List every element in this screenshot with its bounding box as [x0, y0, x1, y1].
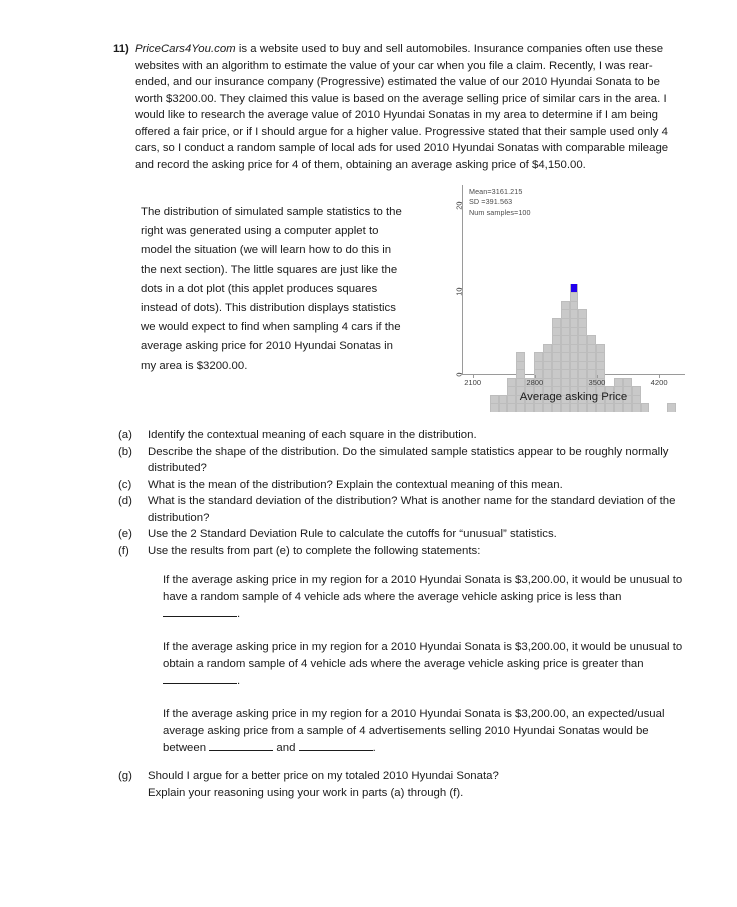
histogram-square: [579, 344, 586, 353]
question-part: [118, 493, 685, 526]
x-tick-label: 3500: [588, 378, 606, 387]
histogram-square: [544, 352, 551, 361]
question-part-g: [118, 768, 685, 801]
histogram-square: [517, 403, 524, 412]
answer-blank[interactable]: [163, 605, 237, 617]
histogram-square: [571, 284, 578, 293]
applet-description: The distribution of simulated sample statistics to the right was generated using a computer applet to model the situation (we will learn how to do this in the next section). The little squares are just like the dots in a dot plot (this applet produces squares instead of dots). This distribution displays statistics we would expect to find when sampling 4 cars if the average asking price for 2010 Hyundai Sonatas in my area is $3200.00.: [141, 206, 402, 372]
part-letter: (f): [118, 544, 129, 557]
problem-statement: [113, 41, 685, 173]
histogram-square: [597, 361, 604, 370]
histogram-square: [668, 403, 675, 412]
question-part: [118, 477, 685, 494]
answer-blank[interactable]: [209, 739, 273, 751]
statement-two: [163, 639, 683, 690]
histogram-square: [508, 403, 515, 412]
histogram-square: [588, 335, 595, 344]
histogram-square: [579, 318, 586, 327]
histogram-square: [553, 344, 560, 353]
histogram-square: [597, 344, 604, 353]
histogram-square: [562, 361, 569, 370]
histogram-square: [571, 292, 578, 301]
histogram-square: [562, 344, 569, 353]
question-part: [118, 526, 685, 543]
question-part: [118, 444, 685, 477]
statement-two-text: If the average asking price in my region for a 2010 Hyundai Sonata is $3,200.00, it would be unusual to obtain a random sample of 4 vehicle ads where the average vehicle asking price is greater than: [163, 641, 683, 670]
histogram-square: [571, 344, 578, 353]
statement-one-end: .: [237, 608, 241, 621]
part-letter: (b): [118, 445, 132, 458]
histogram-square: [535, 361, 542, 370]
question-parts: [118, 427, 685, 559]
part-text: Use the 2 Standard Deviation Rule to calculate the cutoffs for “unusual” statistics.: [148, 528, 557, 541]
histogram-square: [579, 335, 586, 344]
histogram-square: [562, 403, 569, 412]
histogram-square: [553, 335, 560, 344]
part-letter: (c): [118, 478, 132, 491]
histogram-square: [579, 309, 586, 318]
histogram-square: [597, 352, 604, 361]
y-tick-label: 10: [454, 287, 464, 296]
x-tick-label: 4200: [650, 378, 668, 387]
statement-one-text: If the average asking price in my region for a 2010 Hyundai Sonata is $3,200.00, it would be unusual to have a random sample of 4 vehicle ads where the average vehicle asking price is less than: [163, 574, 683, 603]
x-axis: [462, 375, 685, 391]
statement-two-end: .: [237, 675, 241, 688]
simulation-applet: [431, 185, 685, 413]
site-name: PriceCars4You.com: [135, 43, 236, 55]
part-text: Describe the shape of the distribution. Do the simulated sample statistics appear to be roughly normally distributed?: [148, 445, 669, 475]
histogram-square: [562, 352, 569, 361]
histogram-square: [553, 352, 560, 361]
statement-three: [163, 706, 683, 757]
problem-intro-text: is a website used to buy and sell automobiles. Insurance companies often use these websites with an algorithm to estimate the value of your car when you file a claim. Recently, I was rear-ended, and our insurance company (Progressive) estimated the value of our 2010 Hyundai Sonata to be worth $3200.00. They claimed this value is based on the average selling price of similar cars in the area. I would like to research the average value of 2010 Hyundai Sonatas in my area to determine if I am being offered a fair price, or if I should argue for a higher value. Progressive stated that their sample used only 4 cars, so I conduct a random sample of local ads for used 2010 Hyundai Sonatas with comparable mileage and record the asking price for 4 of them, obtaining an average asking price of $4,150.00.: [135, 43, 669, 171]
statement-three-text: If the average asking price in my region for a 2010 Hyundai Sonata is $3,200.00, an expected/usual average asking price from a sample of 4 advertisements selling 2010 Hyundai Sonatas would be between: [163, 708, 665, 755]
part-letter: (d): [118, 495, 132, 508]
answer-blank[interactable]: [299, 739, 373, 751]
question-part: [118, 427, 685, 444]
histogram-square: [562, 301, 569, 310]
histogram-square: [588, 344, 595, 353]
histogram-square: [624, 403, 631, 412]
histogram-square: [588, 352, 595, 361]
part-text: What is the mean of the distribution? Explain the contextual meaning of this mean.: [148, 478, 563, 491]
x-axis-title: Average asking Price: [519, 391, 628, 403]
histogram-square: [535, 352, 542, 361]
histogram-square: [571, 352, 578, 361]
part-letter: (a): [118, 429, 132, 441]
problem-number: 11): [113, 43, 129, 55]
problem-body: [135, 41, 685, 173]
y-tick-label: 0: [454, 372, 464, 377]
histogram-square: [606, 403, 613, 412]
histogram-square: [544, 361, 551, 370]
x-tick-label: 2800: [526, 378, 544, 387]
histogram-square: [571, 309, 578, 318]
histogram-square: [571, 361, 578, 370]
histogram-square: [500, 403, 507, 412]
histogram-square: [544, 403, 551, 412]
part-g-line2: Explain your reasoning using your work in parts (a) through (f).: [148, 786, 464, 799]
statement-three-mid: and: [273, 742, 299, 755]
histogram-square: [571, 335, 578, 344]
histogram-square: [553, 327, 560, 336]
histogram-square: [571, 301, 578, 310]
histogram-square: [571, 318, 578, 327]
part-text: Use the results from part (e) to complete the following statements:: [148, 544, 481, 557]
histogram-square: [535, 403, 542, 412]
histogram-square: [579, 403, 586, 412]
histogram-square: [553, 403, 560, 412]
histogram-square: [588, 403, 595, 412]
histogram-bar: [641, 403, 650, 412]
question-part: [118, 543, 685, 560]
histogram-square: [588, 361, 595, 370]
part-letter: (g): [118, 770, 132, 782]
statement-three-end: .: [372, 742, 376, 755]
histogram-square: [562, 335, 569, 344]
histogram-square: [553, 318, 560, 327]
histogram-square: [562, 318, 569, 327]
histogram-square: [571, 327, 578, 336]
histogram-square: [579, 327, 586, 336]
answer-blank[interactable]: [163, 672, 237, 684]
part-text: What is the standard deviation of the distribution? What is another name for the standard deviation of the distribution?: [148, 495, 676, 524]
histogram-square: [526, 403, 533, 412]
y-axis: [431, 185, 462, 375]
histogram-square: [597, 403, 604, 412]
part-text: Identify the contextual meaning of each square in the distribution.: [148, 429, 477, 441]
histogram-square: [579, 352, 586, 361]
histogram-square: [517, 352, 524, 361]
sd-stat: SD =391.563: [469, 197, 513, 207]
histogram-bar: [667, 403, 676, 412]
part-g-row: [118, 768, 685, 785]
histogram-square: [562, 327, 569, 336]
histogram-square: [571, 403, 578, 412]
mean-stat: Mean=3161.215: [469, 187, 523, 196]
applet-row: [113, 185, 685, 415]
histogram-square: [579, 361, 586, 370]
histogram-square: [517, 361, 524, 370]
statement-one: [163, 572, 683, 623]
histogram-square: [562, 309, 569, 318]
histogram-square: [544, 344, 551, 353]
histogram-square: [633, 403, 640, 412]
x-tick-label: 2100: [464, 378, 482, 387]
histogram-square: [553, 361, 560, 370]
part-g-line1: Should I argue for a better price on my totaled 2010 Hyundai Sonata?: [148, 770, 499, 782]
part-letter: (e): [118, 528, 132, 541]
applet-stats: [469, 187, 531, 218]
fill-in-statements: [163, 572, 683, 773]
y-tick-label: 20: [454, 201, 464, 210]
histogram-square: [642, 403, 649, 412]
num-samples-stat: Num samples=100: [469, 207, 531, 217]
histogram-square: [615, 403, 622, 412]
histogram-square: [491, 403, 498, 412]
